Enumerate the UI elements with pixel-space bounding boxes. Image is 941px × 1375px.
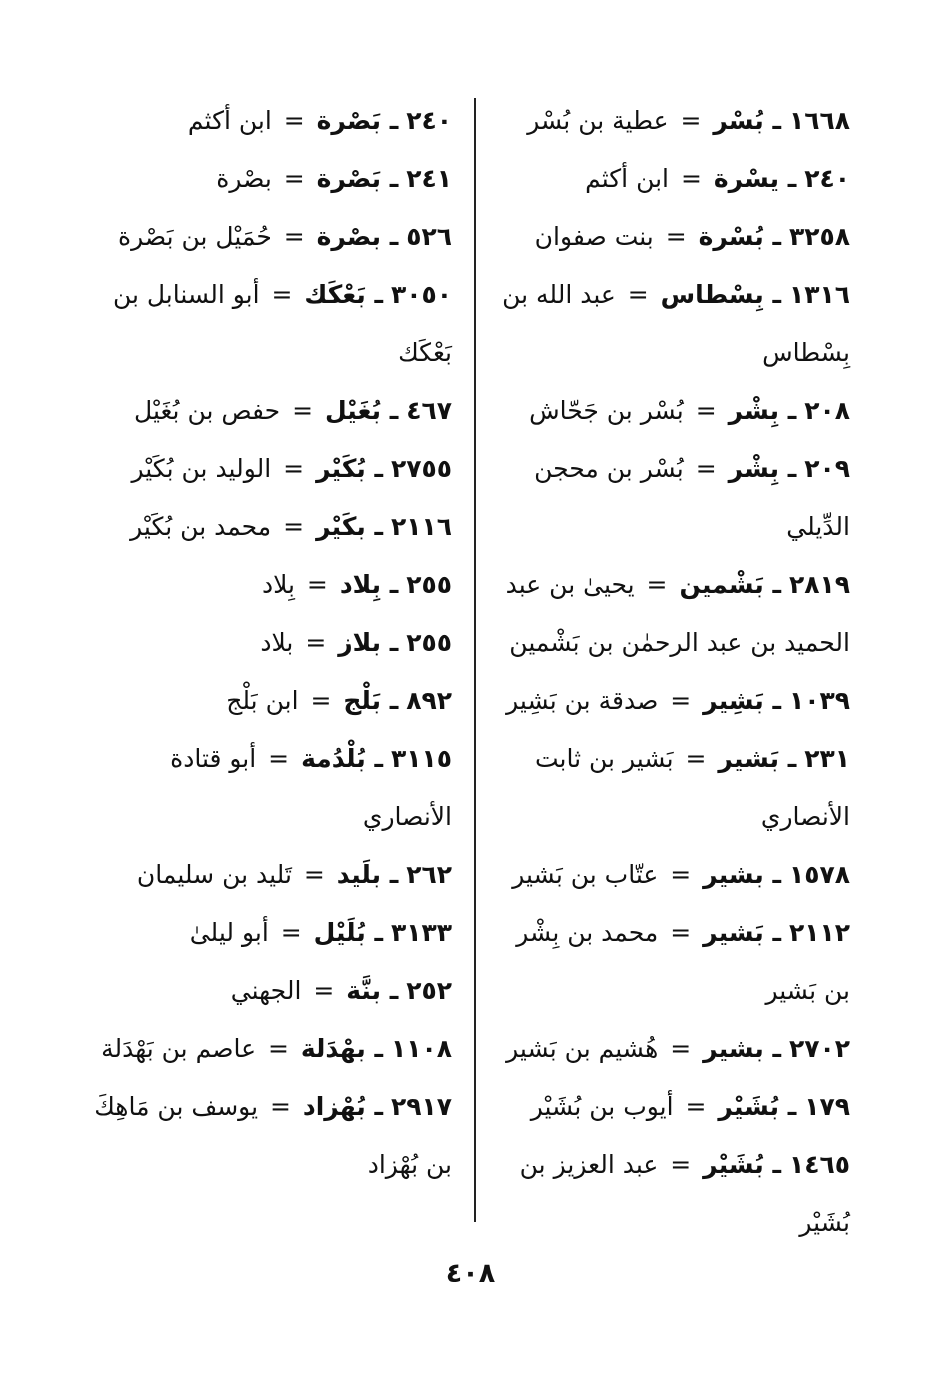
entry-dash: ـ [779,454,797,483]
entry-equals: = [292,396,314,425]
entry-equals: = [680,164,702,193]
entry-dash: ـ [365,918,383,947]
entry-headword: بِلاد [339,570,382,599]
entry-dash: ـ [365,512,383,541]
entry-headword: بَشِير [703,686,764,715]
entry-equals: = [271,280,293,309]
entry-equals: = [310,686,332,715]
entry-headword: بُسْرة [698,222,764,251]
entry-value: محمد بن بُكَيْر [130,512,272,541]
entry-dash: ـ [779,1092,797,1121]
index-entry [92,672,452,730]
entry-value: محمد بن بِشْر بن بَشير [516,918,850,1005]
index-entry [92,440,452,498]
entry-dash: ـ [763,280,781,309]
entry-value: بَشير بن ثابت الأنصاري [535,744,850,831]
entry-value: بِلاد [261,570,295,599]
index-entry [92,904,452,962]
entry-number: ٢١١٢ [788,918,850,947]
entry-equals: = [670,1150,692,1179]
index-entry [92,730,452,846]
entry-equals: = [646,570,668,599]
entry-value: يوسف بن مَاهِكَ بن بُهْزاد [94,1092,452,1179]
entry-equals: = [283,222,305,251]
entry-dash: ـ [763,106,781,135]
entry-headword: بِشْر [728,396,780,425]
entry-equals: = [268,744,290,773]
entry-headword: بَشير [703,918,764,947]
entry-headword: بُشَيْر [703,1150,764,1179]
entry-equals: = [267,1034,289,1063]
entry-headword: بَعْكَك [304,280,366,309]
entry-number: ٨٩٢ [406,686,452,715]
entry-value: تَليد بن سليمان [136,860,292,889]
entry-equals: = [680,106,702,135]
entry-headword: بُغَيْل [324,396,382,425]
entry-number: ٢٩١٧ [390,1092,452,1121]
entry-dash: ـ [365,280,383,309]
entry-headword: يسْرة [713,164,780,193]
index-entry [490,672,850,730]
entry-headword: بُسْر [713,106,764,135]
page-number: ٤٠٨ [445,1258,496,1289]
entry-equals: = [303,860,325,889]
entry-number: ١٣١٦ [788,280,850,309]
index-entry [490,382,850,440]
index-entry [490,1020,850,1078]
entry-number: ٣٠٥٠ [390,280,452,309]
index-entry [490,92,850,150]
entry-dash: ـ [381,570,399,599]
entry-dash: ـ [779,744,797,773]
entry-number: ١٥٧٨ [788,860,850,889]
right-column [490,92,850,1252]
entry-headword: بَشْمين [679,570,764,599]
entry-number: ٢٤٠ [804,164,850,193]
entry-dash: ـ [763,686,781,715]
index-entry [92,382,452,440]
entry-dash: ـ [365,454,383,483]
index-entry [92,266,452,382]
entry-number: ٢٦٢ [406,860,452,889]
entry-value: بنت صفوان [534,222,654,251]
index-entry [490,1136,850,1252]
entry-dash: ـ [365,1092,383,1121]
entry-value: أبو ليلىٰ [189,918,269,947]
entry-value: ابن بَلْج [226,686,299,715]
entry-equals: = [283,512,305,541]
entry-value: ابن أكثم [585,164,670,193]
index-entry [490,1078,850,1136]
entry-headword: بكَيْر [316,512,366,541]
entry-number: ٢٧٥٥ [390,454,452,483]
entry-dash: ـ [381,106,399,135]
index-entry [490,846,850,904]
entry-value: عطية بن بُسْر [527,106,669,135]
entry-value: عتّاب بن بَشير [512,860,659,889]
entry-value: أبو قتادة الأنصاري [170,744,452,831]
entry-headword: بلَيد [336,860,382,889]
entry-headword: بُلْدُمة [301,744,366,773]
entry-equals: = [270,1092,291,1121]
index-entry [490,904,850,1020]
entry-value: ابن أكثم [187,106,272,135]
entry-number: ٣١٣٣ [390,918,452,947]
entry-value: أبو السنابل بن بَعْكَك [112,280,452,367]
entry-value: يحيىٰ بن عبد الحميد بن عبد الرحمٰن بن بَشْمين [505,570,850,657]
entry-equals: = [670,686,692,715]
index-entry [92,150,452,208]
entry-equals: = [695,454,717,483]
entry-headword: بهْدَلة [300,1034,366,1063]
entry-equals: = [695,396,717,425]
entry-number: ٤٦٧ [406,396,452,425]
entry-number: ٢٥٥ [406,628,452,657]
entry-value: بلاد [260,628,294,657]
entry-value: بُسْر بن جَحّاش [529,396,684,425]
index-entry [490,150,850,208]
entry-number: ١٧٩ [804,1092,850,1121]
index-entry [92,498,452,556]
entry-headword: بُهْزاد [302,1092,366,1121]
entry-dash: ـ [763,1034,781,1063]
entry-number: ٢٠٨ [804,396,850,425]
entry-dash: ـ [381,686,399,715]
entry-number: ١٦٦٨ [788,106,850,135]
entry-equals: = [283,106,305,135]
entry-headword: بَلْج [343,686,382,715]
entry-dash: ـ [365,744,383,773]
entry-headword: بِسْطاس [660,280,764,309]
entry-value: هُشيم بن بَشير [506,1034,659,1063]
entry-equals: = [665,222,687,251]
index-entry [490,556,850,672]
index-entry [92,208,452,266]
entry-number: ٥٢٦ [406,222,452,251]
index-entry [490,266,850,382]
entry-number: ٢٥٥ [406,570,452,599]
entry-value: عبد العزيز بن بُشَيْر [519,1150,850,1237]
entry-number: ٢٣١ [804,744,850,773]
index-entry [490,730,850,846]
index-entry [92,92,452,150]
entry-headword: بَشير [718,744,780,773]
entry-dash: ـ [381,628,399,657]
entry-dash: ـ [763,860,781,889]
index-entry [92,1078,452,1194]
entry-value: عاصم بن بَهْدَلة [101,1034,256,1063]
entry-equals: = [283,454,305,483]
entry-dash: ـ [763,1150,781,1179]
entry-equals: = [670,1034,692,1063]
entry-number: ١٤٦٥ [788,1150,850,1179]
index-entry [92,846,452,904]
entry-number: ٢٤٠ [406,106,452,135]
entry-headword: بُشَيْر [718,1092,780,1121]
entry-equals: = [283,164,305,193]
index-entry [92,556,452,614]
entry-headword: بشير [703,1034,764,1063]
entry-headword: بُكَيْر [316,454,366,483]
entry-headword: بِشْر [728,454,780,483]
entry-number: ٣٢٥٨ [788,222,850,251]
entry-value: بصْرة [216,164,272,193]
index-entry [490,208,850,266]
entry-dash: ـ [381,222,399,251]
entry-headword: بلاز [338,628,382,657]
entry-dash: ـ [779,396,797,425]
entry-headword: بصْرة [316,222,382,251]
entry-equals: = [280,918,302,947]
entry-value: حفص بن بُغَيْل [134,396,281,425]
entry-equals: = [305,628,327,657]
entry-dash: ـ [381,860,399,889]
entry-equals: = [685,1092,707,1121]
entry-value: بُسْر بن محجن الدِّيلي [534,454,850,541]
entry-dash: ـ [763,570,781,599]
entry-headword: بَصْرة [316,164,382,193]
entry-number: ٢٨١٩ [788,570,850,599]
entry-value: حُمَيْل بن بَصْرة [118,222,272,251]
entry-headword: بُلَيْل [313,918,366,947]
entry-equals: = [670,860,692,889]
entry-value: الوليد بن بُكَيْر [131,454,272,483]
entry-value: الجهني [230,976,302,1005]
entry-number: ٢٥٢ [406,976,452,1005]
left-column [92,92,452,1194]
column-divider [474,98,476,1222]
entry-value: أيوب بن بُشَيْر [530,1092,674,1121]
entry-headword: بنَّة [346,976,382,1005]
index-entry [92,1020,452,1078]
entry-equals: = [685,744,707,773]
entry-number: ٣١١٥ [390,744,452,773]
entry-dash: ـ [763,222,781,251]
entry-number: ٢٧٠٢ [788,1034,850,1063]
entry-number: ١١٠٨ [390,1034,452,1063]
index-entry [92,962,452,1020]
entry-dash: ـ [779,164,797,193]
index-entry [490,440,850,556]
entry-equals: = [670,918,692,947]
entry-number: ٢١١٦ [390,512,452,541]
entry-dash: ـ [381,976,399,1005]
entry-number: ٢٠٩ [804,454,850,483]
entry-dash: ـ [365,1034,383,1063]
entry-equals: = [627,280,649,309]
entry-value: صدقة بن بَشِير [506,686,659,715]
entry-headword: بشير [703,860,764,889]
index-entry [92,614,452,672]
entry-number: ٢٤١ [406,164,452,193]
entry-equals: = [306,570,328,599]
entry-dash: ـ [381,164,399,193]
entry-dash: ـ [381,396,399,425]
entry-number: ١٠٣٩ [788,686,850,715]
entry-dash: ـ [763,918,781,947]
entry-equals: = [313,976,335,1005]
entry-headword: بَصْرة [316,106,382,135]
entry-value: عبد الله بن بِسْطاس [502,280,850,367]
